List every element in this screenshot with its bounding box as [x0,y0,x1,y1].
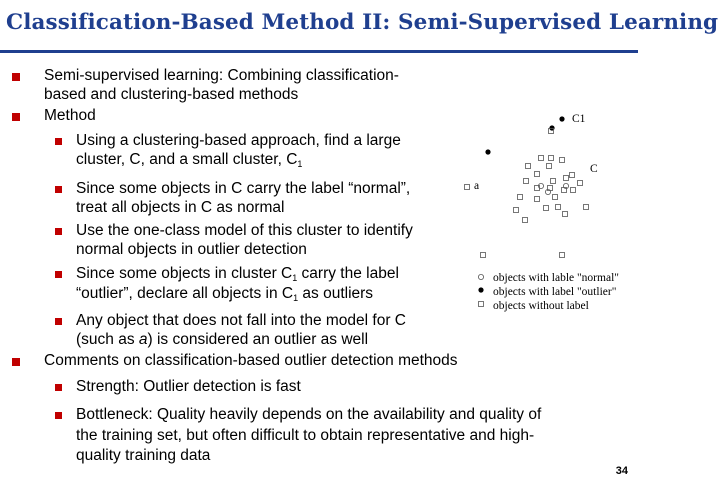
text-part: ) is considered an outlier as well [147,331,369,348]
legend-normal: objects with lable "normal" [493,272,619,284]
subscript: 1 [293,293,299,303]
text-italic: a [138,331,148,348]
unlabeled-point [523,218,528,223]
unlabeled-point [465,185,470,190]
bullet-semi-supervised-line2: based and clustering-based methods [44,86,299,103]
sub-bullet-bottleneck-line2: the training set, but often difficult to obtain representative and high- [76,427,535,444]
subscript: 1 [297,159,303,169]
sub-bullet-normal-line1: Since some objects in C carry the label “normal”, [76,180,411,197]
text-part: as outliers [298,285,374,302]
sub-bullet-any-object-line1: Any object that does not fall into the model for C [76,312,406,329]
unlabeled-point [544,206,549,211]
page-number: 34 [615,465,628,477]
bullet-comments: Comments on classification-based outlier detection methods [44,352,458,369]
sub-bullet-one-class-line1: Use the one-class model of this cluster to identify [76,222,413,239]
unlabeled-point [535,197,540,202]
text-part: carry the label [297,265,399,282]
unlabeled-point [584,205,589,210]
unlabeled-point [563,212,568,217]
unlabeled-point [526,164,531,169]
unlabeled-point [524,179,529,184]
text-part: Since some objects in cluster C [76,265,293,282]
unlabeled-point [571,188,576,193]
bullet-method: Method [44,107,96,124]
unlabeled-point [578,181,583,186]
unlabeled-point [560,253,565,258]
unlabeled-point [570,173,575,178]
unlabeled-point [551,179,556,184]
sub-bullet-one-class-line2: normal objects in outlier detection [76,241,307,258]
sub-bullet-clustering-line1: Using a clustering-based approach, find a large [76,132,401,149]
legend-normal-marker [478,274,483,279]
outlier-point [559,116,564,121]
legend-unlabeled: objects without label [493,300,589,312]
unlabeled-point [564,176,569,181]
unlabeled-point [481,253,486,258]
outlier-point [485,149,490,154]
bullet-semi-supervised-line1: Semi-supervised learning: Combining classification- [44,67,399,84]
slide-title: Classification-Based Method II: Semi-Supervised Learning [6,10,718,35]
legend-unlabeled-marker [479,302,484,307]
label-a: a [474,180,480,192]
unlabeled-point [518,195,523,200]
unlabeled-point [553,195,558,200]
label-c1: C1 [572,113,586,125]
sub-bullet-normal-line2: treat all objects in C as normal [76,199,285,216]
unlabeled-point [549,156,554,161]
unlabeled-point [535,172,540,177]
unlabeled-point [560,158,565,163]
text-part: cluster, C, and a small cluster, C [76,151,298,168]
sub-bullet-bottleneck-line3: quality training data [76,447,211,464]
text-part: (such as [76,331,139,348]
legend-outlier-marker [478,287,483,292]
unlabeled-point [514,208,519,213]
sub-bullet-strength: Strength: Outlier detection is fast [76,378,301,395]
text-part: “outlier”, declare all objects in C [76,285,294,302]
unlabeled-point [539,156,544,161]
legend-outlier: objects with label "outlier" [493,286,617,298]
unlabeled-point [556,205,561,210]
sub-bullet-bottleneck-line1: Bottleneck: Quality heavily depends on the availability and quality of [76,406,542,423]
unlabeled-point [547,164,552,169]
label-c: C [590,163,598,175]
subscript: 1 [292,273,298,283]
